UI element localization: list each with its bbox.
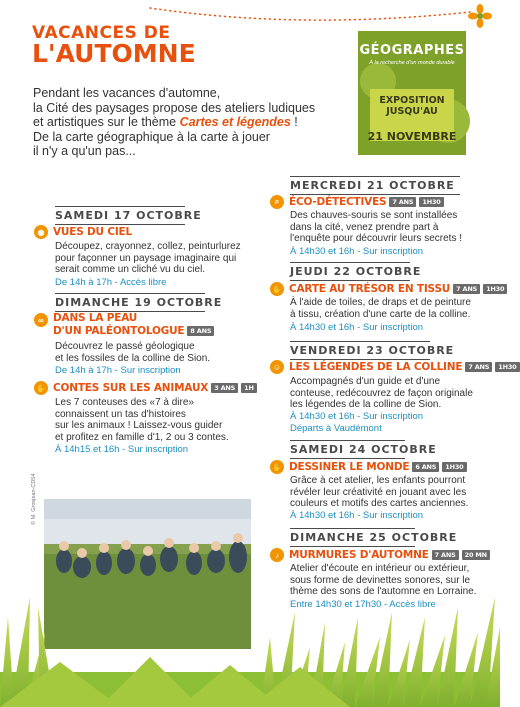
- desc-line: conteuse, redécouvrez de façon originale: [290, 387, 473, 399]
- exhibition-poster: [358, 31, 466, 155]
- day-header-saturday-17: SAMEDI 17 OCTOBRE: [55, 206, 185, 225]
- activity-title-text: CARTE AU TRÉSOR EN TISSU: [289, 283, 451, 295]
- hand-icon: ✋: [270, 282, 284, 296]
- activity-title-line: DANS LA PEAU: [53, 312, 138, 324]
- hand-icon: ✋: [270, 460, 284, 474]
- activity-title-dessiner: [289, 461, 467, 474]
- day-header-saturday-24: SAMEDI 24 OCTOBRE: [290, 440, 405, 459]
- duration-badge: 1H30: [483, 284, 507, 294]
- hand-icon: ✋: [34, 381, 48, 395]
- activity-title-carte-tresor: [289, 283, 507, 296]
- masks-icon: ☺: [270, 360, 284, 374]
- poster-exposition: [358, 95, 466, 117]
- duration-badge: 1H30: [442, 462, 466, 472]
- desc-line: thème des sons de l'automne en Lorraine.: [290, 586, 477, 598]
- activity-title-line: [53, 325, 214, 338]
- activity-schedule: À 14h30 et 16h - Sur inscription: [290, 246, 424, 257]
- intro-text: !: [290, 115, 298, 129]
- desc-line: pour façonner un paysage imaginaire qui: [55, 252, 237, 264]
- activity-title-text: CONTES SUR LES ANIMAUX: [53, 382, 209, 394]
- age-badge: 7 ANS: [465, 362, 492, 372]
- poster-subtitle: À la recherche d'un monde durable: [369, 60, 455, 66]
- activity-title-text: ÉCO-DÉTECTIVES: [289, 196, 387, 208]
- activity-description: [290, 376, 490, 411]
- poster-expo-line: JUSQU'AU: [386, 106, 438, 117]
- intro-line: Pendant les vacances d'automne,: [33, 86, 221, 100]
- ear-icon: ♪: [270, 548, 284, 562]
- desc-line: Des chauves-souris se sont installées: [290, 210, 458, 221]
- activity-title-murmures: [289, 549, 490, 562]
- activity-schedule: À 14h30 et 16h - Sur inscription: [290, 510, 424, 521]
- duration-badge: 1H: [241, 383, 257, 393]
- poster-date: 21 NOVEMBRE: [367, 130, 457, 143]
- title-line2: L'AUTOMNE: [32, 39, 196, 68]
- flower-icon: [468, 4, 492, 28]
- grass-decoration: [0, 574, 500, 707]
- magnifier-icon: ⌕: [270, 195, 284, 209]
- eye-icon: ◉: [34, 225, 48, 239]
- activity-description: [290, 210, 490, 245]
- desc-line: et profitez en famille d'1, 2 ou 3 contes.: [55, 432, 229, 444]
- desc-line: les légendes de la colline de Sion.: [290, 399, 442, 411]
- day-header-thursday-22: JEUDI 22 OCTOBRE: [290, 262, 410, 281]
- activity-description: [290, 297, 490, 320]
- page-title: [32, 24, 196, 66]
- activity-title-eco-detectives: [289, 196, 444, 209]
- age-badge: 6 ANS: [412, 462, 439, 472]
- desc-line: sur les animaux ! Laissez-vous guider: [55, 420, 223, 432]
- age-badge: 7 ANS: [389, 197, 416, 207]
- activity-description: [55, 341, 260, 364]
- activity-title-text: LES LÉGENDES DE LA COLLINE: [289, 361, 463, 373]
- activity-description: [55, 397, 265, 444]
- desc-line: Découvrez le passé géologique: [55, 341, 195, 352]
- intro-text: et artistiques sur le thème: [33, 115, 180, 129]
- day-header-sunday-25: DIMANCHE 25 OCTOBRE: [290, 528, 415, 547]
- intro-line: [33, 115, 323, 130]
- desc-line: Atelier d'écoute en intérieur ou extérieur,: [290, 563, 470, 574]
- desc-line: serait comme un cliché vu du ciel.: [55, 264, 206, 276]
- intro-line: il n'y a qu'un pas...: [33, 144, 136, 158]
- desc-line: à tissu, création d'une carte de la colline.: [290, 308, 471, 320]
- desc-line: Accompagnés d'un guide et d'une: [290, 376, 441, 387]
- age-badge: 7 ANS: [453, 284, 480, 294]
- activity-title-legendes: [289, 361, 520, 374]
- desc-line: dans la cité, venez prendre part à: [290, 221, 439, 233]
- schedule-line: À 14h30 et 16h - Sur inscription: [290, 411, 424, 422]
- age-badge: 7 ANS: [432, 550, 459, 560]
- duration-badge: 20 MN: [462, 550, 490, 560]
- photo-credit: © M. Grosjean-CD54: [31, 473, 37, 525]
- activity-schedule: Entre 14h30 et 17h30 - Accès libre: [290, 599, 436, 610]
- schedule-line: Départs à Vaudémont: [290, 422, 382, 434]
- binoculars-icon: ∞: [34, 313, 48, 327]
- activity-description: [290, 475, 490, 510]
- desc-line: révéler leur créativité en jouant avec les: [290, 486, 467, 498]
- desc-line: connaissent un tas d'histoires: [55, 408, 186, 420]
- intro-line: la Cité des paysages propose des ateliers ludiques: [33, 100, 316, 115]
- activity-description: [55, 241, 260, 276]
- intro-line: De la carte géographique à la carte à jouer: [33, 129, 270, 144]
- activity-title-paleontologue: [53, 312, 214, 338]
- title-line1: VACANCES DE: [32, 23, 171, 43]
- desc-line: Découpez, crayonnez, collez, peinturlurez: [55, 241, 241, 252]
- desc-line: et les fossiles de la colline de Sion.: [55, 352, 211, 364]
- activity-title-text: D'UN PALÉONTOLOGUE: [53, 325, 185, 337]
- activity-title-vues-du-ciel: VUES DU CIEL: [53, 226, 133, 238]
- duration-badge: 1H30: [495, 362, 519, 372]
- desc-line: À l'aide de toiles, de draps et de peinture: [290, 297, 471, 308]
- desc-line: couleurs et motifs des cartes anciennes.: [290, 498, 469, 510]
- activity-title-text: MURMURES D'AUTOMNE: [289, 549, 429, 561]
- activity-schedule: De 14h à 17h - Sur inscription: [55, 365, 181, 376]
- day-header-wednesday-21: MERCREDI 21 OCTOBRE: [290, 176, 460, 195]
- intro-paragraph: [33, 86, 323, 159]
- duration-badge: 1H30: [419, 197, 443, 207]
- desc-line: sous forme de devinettes sonores, sur le: [290, 574, 471, 586]
- activity-schedule: À 14h15 et 16h - Sur inscription: [55, 444, 189, 455]
- activity-schedule: De 14h à 17h - Accès libre: [55, 277, 167, 288]
- activity-schedule: [290, 411, 423, 434]
- age-badge: 3 ANS: [211, 383, 238, 393]
- day-header-sunday-19: DIMANCHE 19 OCTOBRE: [55, 293, 205, 312]
- poster-expo-line: EXPOSITION: [379, 95, 445, 106]
- activity-title-contes: [53, 382, 257, 395]
- age-badge: 8 ANS: [187, 326, 214, 336]
- desc-line: l'enquête pour découvrir leurs secrets !: [290, 233, 462, 245]
- poster-title: GÉOGRAPHES: [359, 43, 465, 58]
- desc-line: Grâce à cet atelier, les enfants pourront: [290, 475, 466, 486]
- activity-title-text: DESSINER LE MONDE: [289, 461, 410, 473]
- day-header-friday-23: VENDREDI 23 OCTOBRE: [290, 341, 430, 360]
- theme-highlight: Cartes et légendes: [179, 115, 291, 129]
- activity-schedule: À 14h30 et 16h - Sur inscription: [290, 322, 424, 333]
- desc-line: Les 7 conteuses des «7 à dire»: [55, 397, 194, 408]
